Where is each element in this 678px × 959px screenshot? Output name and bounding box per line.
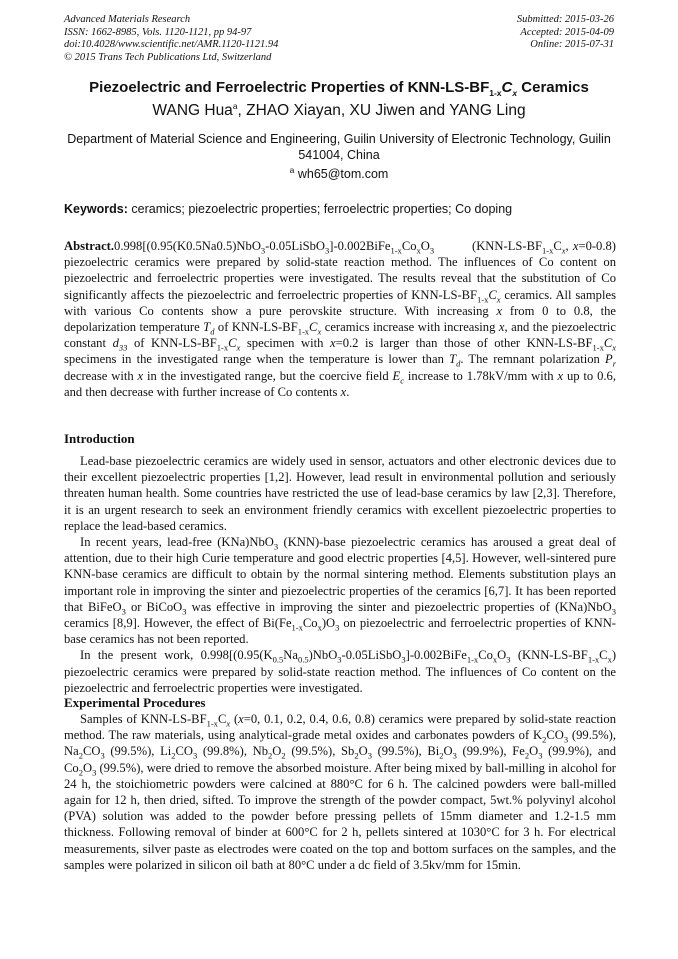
experimental-heading: Experimental Procedures: [64, 695, 206, 710]
introduction: [64, 453, 616, 696]
abstract: [64, 238, 616, 400]
author-list: WANG Hua$^a$, ZHAO Xiayan, XU Jiwen and YANG Ling: [152, 100, 526, 119]
issn-line: ISSN: 1662-8985, Vols. 1120-1121, pp 94-97: [64, 26, 252, 38]
journal-name: Advanced Materials Research: [64, 14, 191, 25]
online-date: Online: 2015-07-31: [530, 39, 614, 51]
copyright-line: © 2015 Trans Tech Publications Ltd, Switzerland: [64, 51, 272, 63]
author-email: $^a$ wh65@tom.com: [289, 164, 389, 181]
experimental-paragraph: Samples of KNN-$LS-BF_{1-x}C_x$ (x=0, 0.1, 0.2, 0.4, 0.6, 0.8) ceramics were prepared by solid-state reaction method. The raw materials, using analytical-grade metal oxides and carbonates powders of $K_2CO_3$ (99.5%), $Na_2CO_3$ (99.5%), $Li_2CO_3$ (99.8%), $Nb_2O_2$ (99.5%), $Sb_2O_3$ (99.5%), $Bi_2O_3$ (99.9%), $Fe_2O_3$ (99.9%), and $Co_2O_3$ (99.5%), were dried to remove the absorbed moisture. After being mixed by ball-milling in alcohol for 24 h, the stoichiometric powders were calcined at 880°C for 6 h. The calcined powders were ball-milled again for 12 h, then dried, sifted. To improve the strength of the powder compact, 5wt.% polyvinyl alcohol (PVA) solution was added to the powder before pressing pellets of 15mm diameter and 1.2-1.5 mm thickness. Following removal of binder at 600°C for 2 h, pellets sintered at 1030°C for 3 h. For electrical measurements, silver paste as electrodes were coated on the top and bottom surfaces on the samples, and the samples were polarized in silicon oil bath at 80°C under a dc field of 3.5kv/mm for 15min.: [64, 712, 617, 872]
abstract-text: $Abstract.0.998[(0.95(K0.5Na0.5)NbO_3-0.05LiSbO_3]-0.002BiFe_{1-x}Co_xO_3$ ($KNN-LS-BF_{1-x}C_x$, x=0-0.8) piezoelectric ceramics were prepared by solid-state reaction method. The influences of Co content on piezoelectric and ferroelectric properties were investigated. The results reveal that the substitution of Co significantly affects the piezoelectric and ferroelectric properties of KNN-$LS-BF_{1-x}C_x$ ceramics. All samples with various Co contents show a pure perovskite structure. With increasing x from 0 to 0.8, the depolarization temperature $T_d$ of KNN-$LS-BF_{1-x}C_x$ ceramics increase with increasing x, and the piezoelectric constant $d_{33}$ of KNN-$LS-BF_{1-x}C_x$ specimen with x=0.2 is larger than those of other KNN-$LS-BF_{1-x}C_x$ specimens in the investigated range when the temperature is lower than $T_d$. The remnant polarization $P_r$ decrease with x in the investigated range, but the coercive field $E_c$ increase to 1.78kV/mm with x up to 0.6, and then decrease with further increase of Co contents x.: [64, 239, 617, 399]
submitted-date: Submitted: 2015-03-26: [516, 14, 614, 25]
intro-paragraph-1: Lead-base piezoelectric ceramics are widely used in sensor, actuators and other electronic devices due to their excellent piezoelectric properties [1,2]. However, lead result in environmental pollution and seriously threaten human health. Some countries have restricted the use of lead-base ceramics by law [2,3]. Therefore, it is an urgent research to seek an environment friendly ceramics with excellent piezoelectric properties to replace the lead-based ceramics.: [64, 454, 616, 533]
intro-paragraph-2: In recent years, lead-free (KNa)NbO$_3$ (KNN)-base piezoelectric ceramics has aroused a great deal of attention, due to their high Curie temperature and good electric properties [4,5]. However, well-sintered pure KNN-base ceramics are difficult to obtain by the normal sintering method. Elements substitution plays an important role in improving the sinter and piezoelectric properties of the ceramics [6,7]. It has been reported that BiFeO$_3$ or BiCoO$_3$ was effective in improving the sinter and piezoelectric properties of (KNa)NbO$_3$ ceramics [8,9]. However, the effect of $Bi(Fe_{1-x}Co_x)O_3$ on piezoelectric and ferroelectric properties of KNN-base ceramics has not been reported.: [64, 535, 617, 647]
dates-info: [517, 14, 614, 52]
keywords: Keywords: ceramics; piezoelectric properties; ferroelectric properties; Co doping: [64, 202, 513, 216]
experimental-procedures: [64, 711, 616, 873]
journal-info: [64, 14, 278, 64]
paper-title: Piezoelectric and Ferroelectric Properties of KNN-$LS-BF_{1-x}C_x$ Ceramics: [89, 79, 589, 98]
doi-line: doi:10.4028/www.scientific.net/AMR.1120-1121.94: [64, 39, 279, 51]
affiliation: Department of Material Science and Engineering, Guilin University of Electronic Technology, Guilin 541004, China: [67, 132, 611, 162]
accepted-date: Accepted: 2015-04-09: [520, 26, 614, 38]
intro-paragraph-3: In the present work, $0.998[(0.95(K_{0.5}Na_{0.5})NbO_3-0.05LiSbO_3]-0.002BiFe_{1-x}Co_xO_3$ $(KNN-LS-BF_{1-x}C_x)$ piezoelectric ceramics were prepared by solid-state reaction method. The influences of Co content on the piezoelectric and ferroelectric properties were investigated.: [64, 648, 617, 695]
introduction-heading: Introduction: [64, 431, 135, 446]
